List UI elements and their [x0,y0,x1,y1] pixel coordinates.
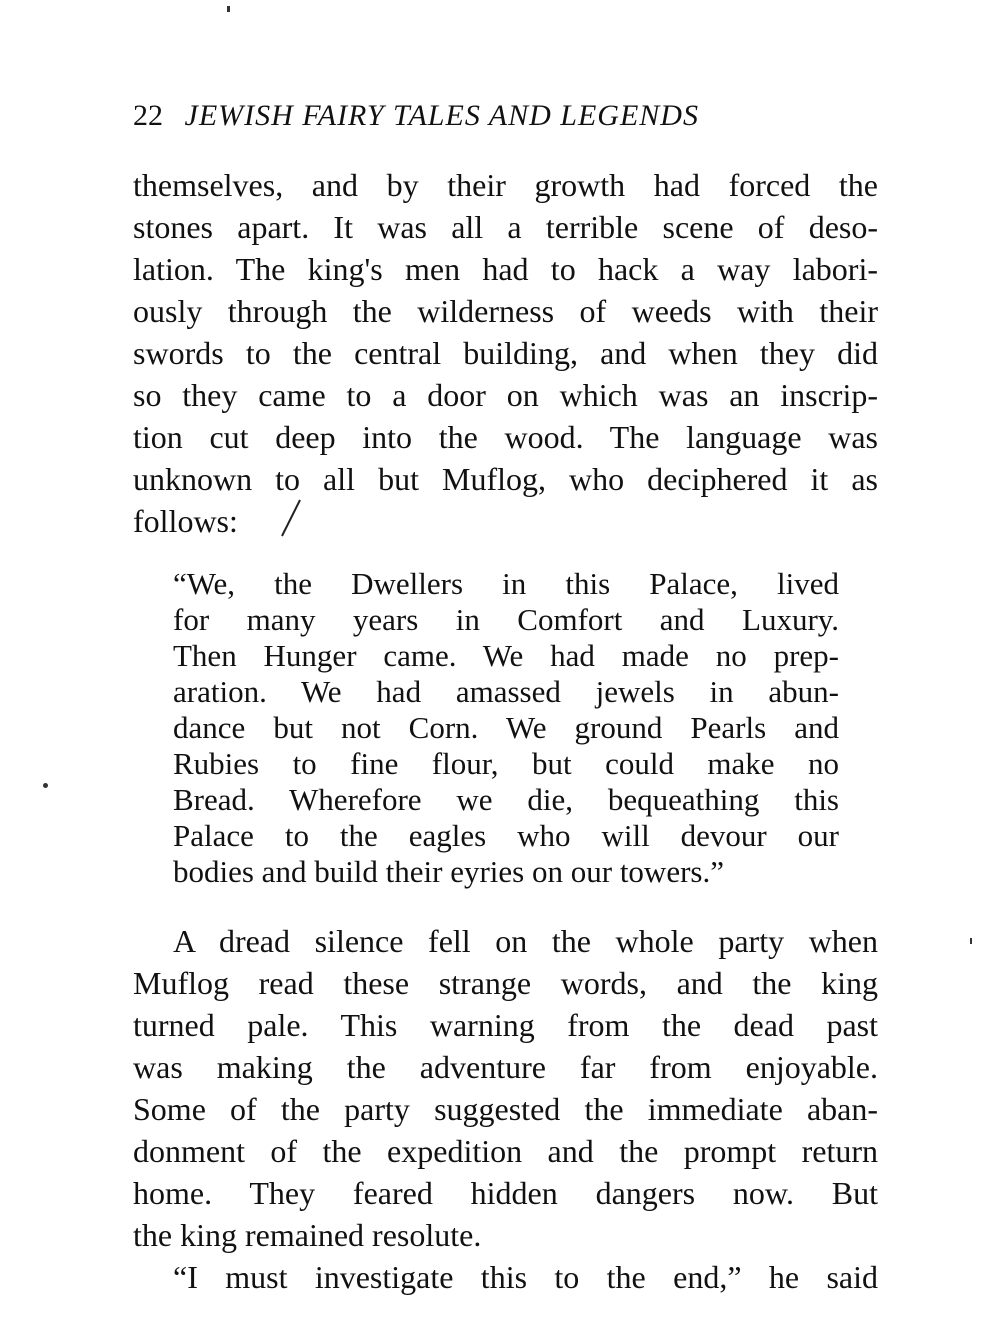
quote-line: Bread. Wherefore we die, bequeathing this [173,782,839,817]
quote-line: bodies and build their eyries on our towers.” [173,854,724,889]
text-line: was making the adventure far from enjoyable. [133,1049,878,1085]
text-line: the king remained resolute. [133,1217,482,1253]
text-line: ously through the wilderness of weeds with their [133,293,878,329]
text-line: donment of the expedition and the prompt return [133,1133,878,1169]
page-number: 22 [133,99,163,132]
text-line: lation. The king's men had to hack a way labori- [133,251,878,287]
quote-line: Rubies to fine flour, but could make no [173,746,839,781]
text-line: turned pale. This warning from the dead past [133,1007,878,1043]
text-line: so they came to a door on which was an inscrip- [133,377,878,413]
pencil-mark [278,498,304,540]
running-title: JEWISH FAIRY TALES AND LEGENDS [184,99,699,132]
text-line: follows: [133,503,238,539]
scan-speck [43,783,48,788]
text-line: Muflog read these strange words, and the king [133,965,878,1001]
quote-line: dance but not Corn. We ground Pearls and [173,710,839,745]
scan-speck [970,938,972,944]
text-line: themselves, and by their growth had forced the [133,167,878,203]
text-line: Some of the party suggested the immediate aban- [133,1091,878,1127]
text-line: A dread silence fell on the whole party when [173,923,878,959]
page-header [133,92,878,140]
text-line: unknown to all but Muflog, who deciphered it as [133,461,878,497]
quote-line: Palace to the eagles who will devour our [173,818,839,853]
quote-line: for many years in Comfort and Luxury. [173,602,839,637]
text-line: swords to the central building, and when they did [133,335,878,371]
text-line: stones apart. It was all a terrible scene of deso- [133,209,878,245]
quote-line: “We, the Dwellers in this Palace, lived [173,566,839,601]
text-line: “I must investigate this to the end,” he said [173,1259,878,1295]
scan-speck [227,6,230,12]
quote-line: Then Hunger came. We had made no prep- [173,638,839,673]
text-line: home. They feared hidden dangers now. But [133,1175,878,1211]
text-line: tion cut deep into the wood. The language was [133,419,878,455]
quote-line: aration. We had amassed jewels in abun- [173,674,839,709]
